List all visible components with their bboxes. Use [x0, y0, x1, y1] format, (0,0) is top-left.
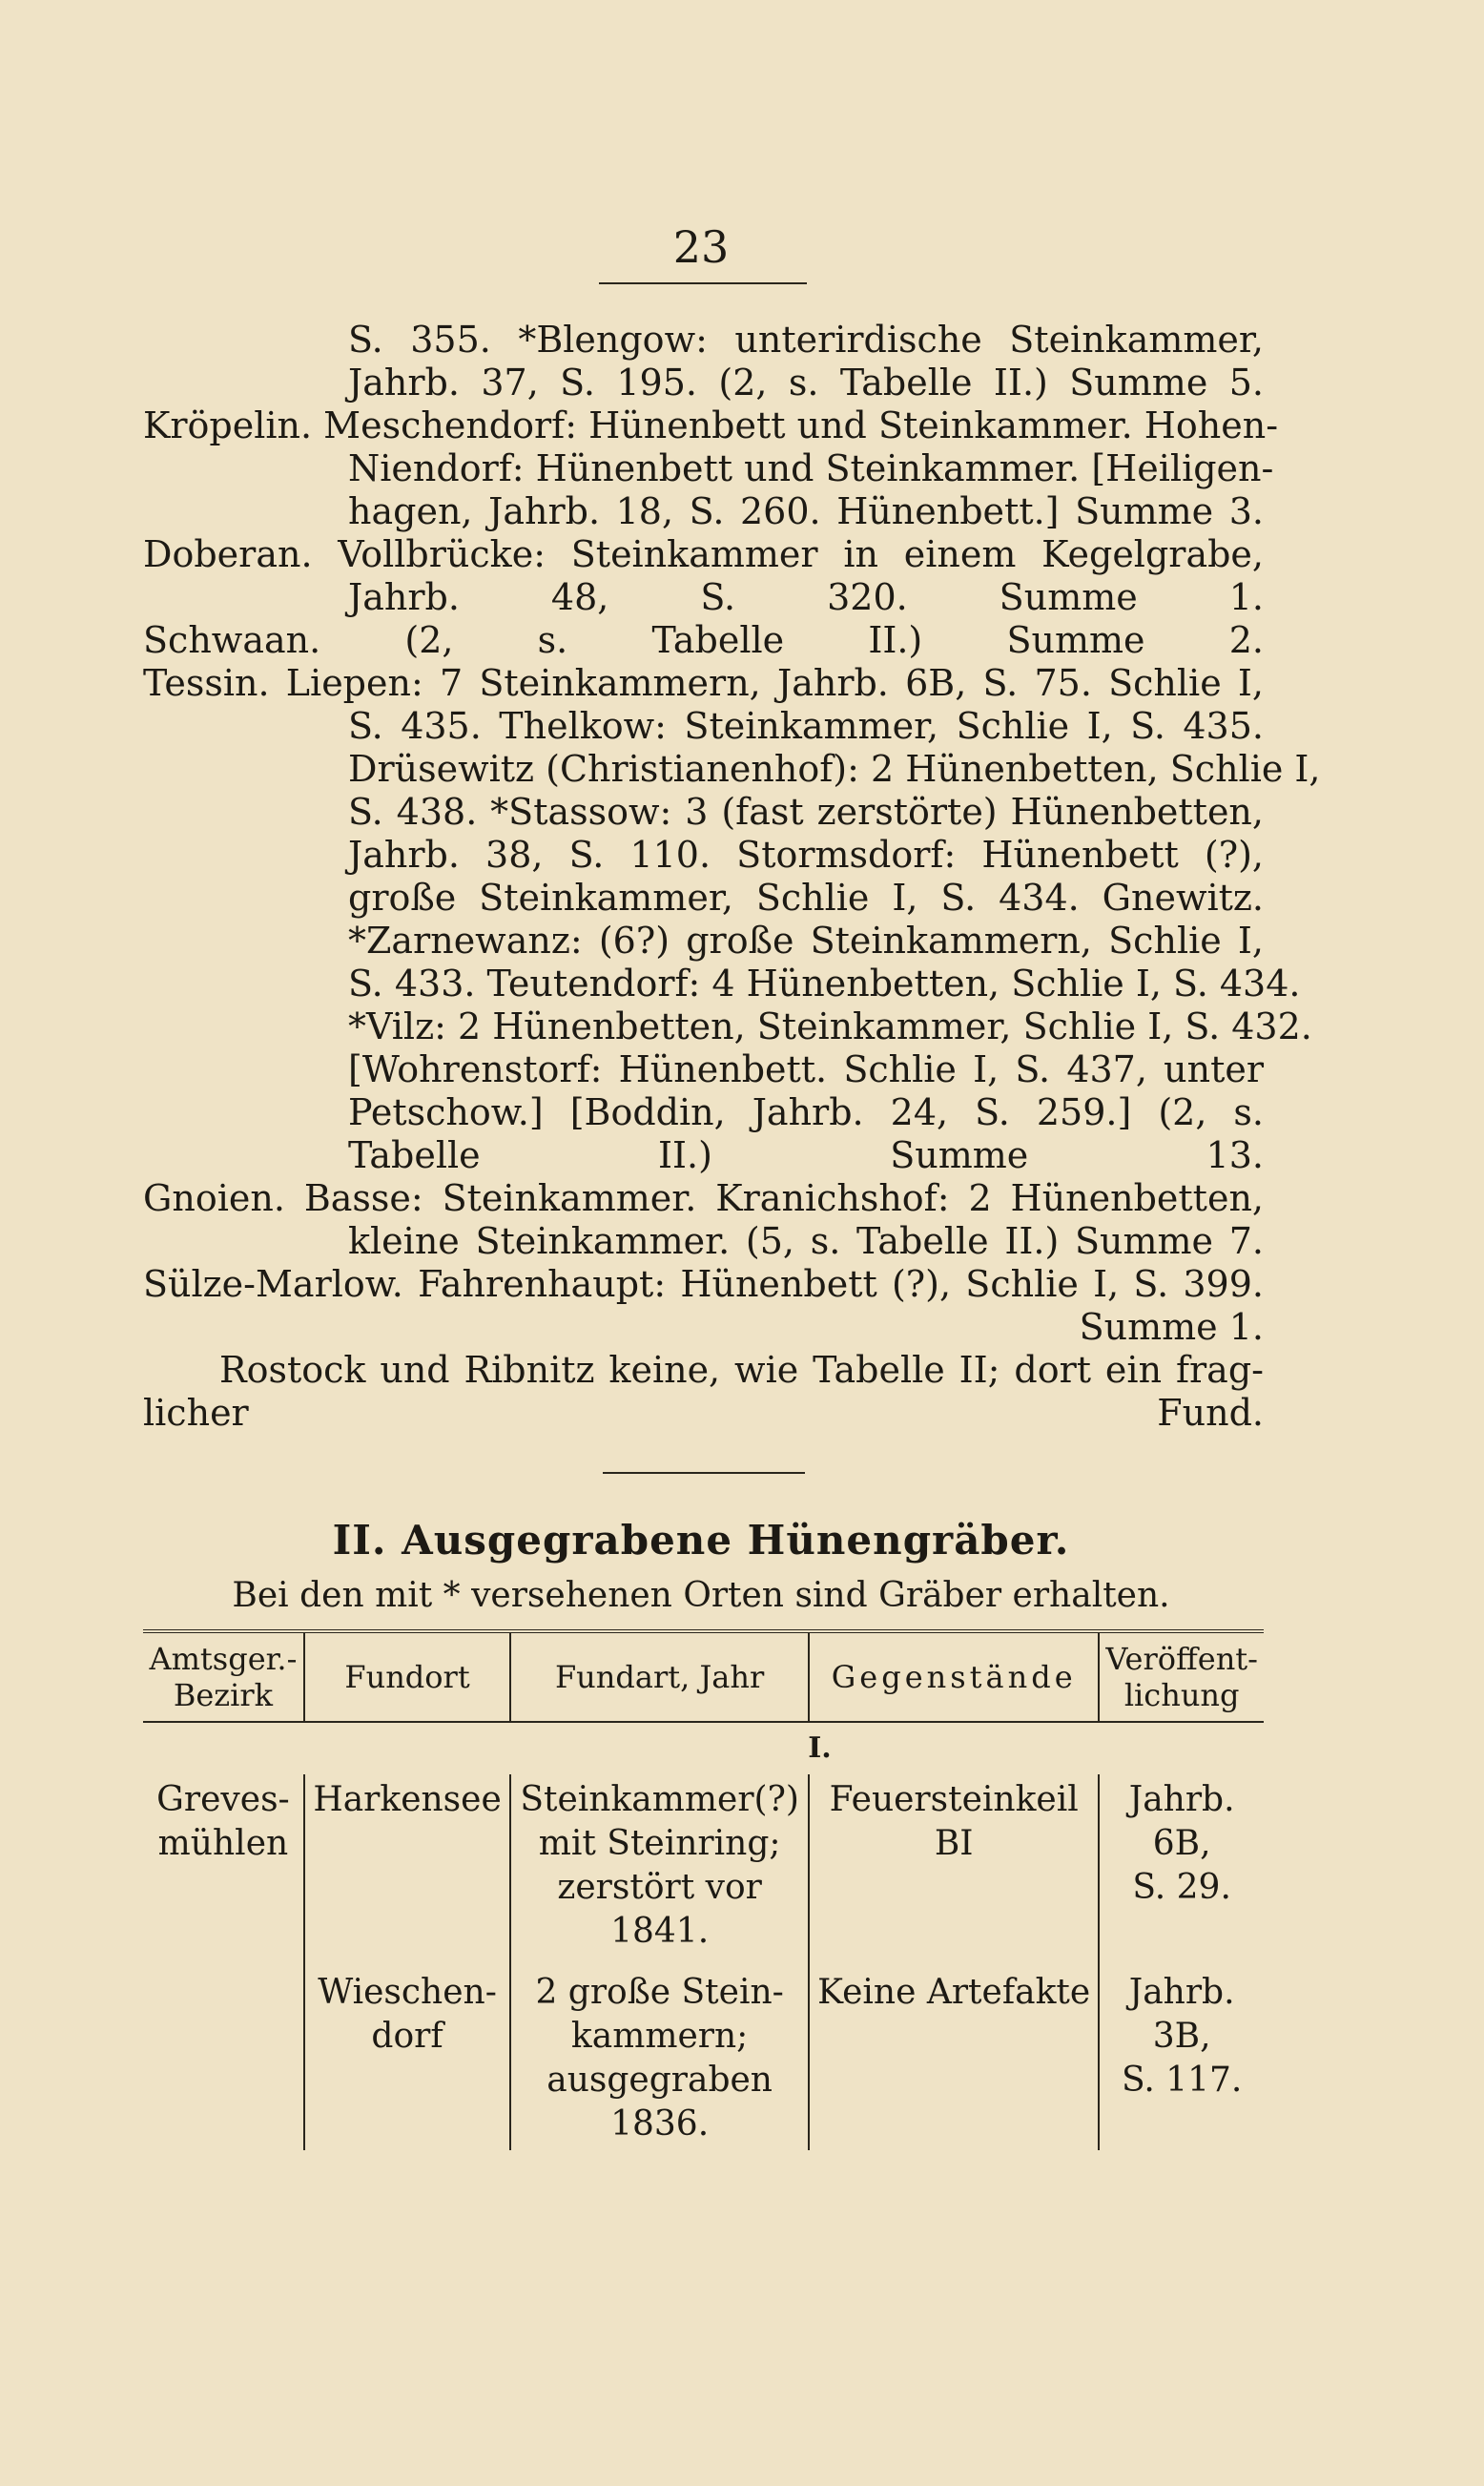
- text-line: Rostock und Ribnitz keine, wie Tabelle II; dort ein frag-: [219, 1349, 1264, 1391]
- text-line: Tessin. Liepen: 7 Steinkammern, Jahrb. 6B, S. 75. Schlie I,: [143, 662, 1264, 704]
- text-line: Schwaan. (2, s. Tabelle II.) Summe 2.: [143, 619, 1264, 661]
- text-line: kleine Steinkammer. (5, s. Tabelle II.) Summe 7.: [348, 1220, 1264, 1262]
- cell-line: 2 große Stein-: [535, 1973, 784, 2012]
- header-fundort: Fundort: [304, 1631, 510, 1722]
- text-line: Niendorf: Hünenbett und Steinkammer. [Heiligen-: [348, 447, 1274, 489]
- text-line: Jahrb. 38, S. 110. Stormsdorf: Hünenbett (?),: [348, 834, 1264, 876]
- text-line: Jahrb. 48, S. 320. Summe 1.: [348, 576, 1264, 618]
- group-label: I.: [808, 1731, 832, 1765]
- cell-line: Harkensee: [313, 1780, 502, 1819]
- table-cell-veroeffentlichung: [1099, 1774, 1264, 1958]
- text-line: Kröpelin. Meschendorf: Hünenbett und Steinkammer. Hohen-: [143, 404, 1279, 446]
- cell-line: 3B,: [1152, 2017, 1211, 2056]
- cell-line: S. 29.: [1132, 1868, 1231, 1907]
- header-fundart: Fundart, Jahr: [510, 1631, 809, 1722]
- table-cell-gegenstaende: [809, 1774, 1099, 1958]
- cell-line: Feuersteinkeil BI: [829, 1780, 1079, 1863]
- section-divider: [603, 1472, 805, 1474]
- text-line: Sülze-Marlow. Fahrenhaupt: Hünenbett (?), Schlie I, S. 399.: [143, 1263, 1264, 1305]
- text-line: Gnoien. Basse: Steinkammer. Kranichshof: 2 Hünenbetten,: [143, 1177, 1264, 1219]
- cell-line: S. 117.: [1121, 2061, 1243, 2100]
- text-line: große Steinkammer, Schlie I, S. 434. Gnewitz.: [348, 877, 1264, 919]
- text-line: S. 355. *Blengow: unterirdische Steinkammer,: [348, 319, 1264, 361]
- section-subtitle: Bei den mit * versehenen Orten sind Gräber erhalten.: [232, 1576, 1170, 1615]
- cell-line: Jahrb.: [1128, 1780, 1235, 1819]
- table-cell-fundort: [304, 1774, 510, 1958]
- text-line: *Vilz: 2 Hünenbetten, Steinkammer, Schlie I, S. 432.: [348, 1005, 1312, 1047]
- table-cell-fundart: [510, 1774, 809, 1958]
- text-line: Drüsewitz (Christianenhof): 2 Hünenbetten, Schlie I,: [348, 748, 1321, 790]
- finds-table: [143, 1629, 1264, 2150]
- table-cell-veroeffentlichung: [1099, 1958, 1264, 2150]
- table-cell-bezirk: [143, 1958, 304, 2150]
- group-row: [143, 1722, 1264, 1774]
- text-line: Doberan. Vollbrücke: Steinkammer in einem Kegelgrabe,: [143, 533, 1264, 575]
- text-line: S. 433. Teutendorf: 4 Hünenbetten, Schlie I, S. 434.: [348, 963, 1301, 1005]
- page-number: 23: [672, 221, 730, 273]
- cell-line: mit Steinring;: [538, 1824, 781, 1863]
- table-cell-gegenstaende: [809, 1958, 1099, 2150]
- section-title: II. Ausgegrabene Hünengräber.: [332, 1517, 1070, 1564]
- cell-line: dorf: [371, 2017, 443, 2056]
- text-line: S. 438. *Stassow: 3 (fast zerstörte) Hünenbetten,: [348, 791, 1264, 833]
- table-header-row: [143, 1631, 1264, 1722]
- text-line: hagen, Jahrb. 18, S. 260. Hünenbett.] Summe 3.: [348, 490, 1264, 532]
- text-line: *Zarnewanz: (6?) große Steinkammern, Schlie I,: [348, 920, 1264, 962]
- header-gegenstaende: Gegenstände: [809, 1631, 1099, 1722]
- text-line: Tabelle II.) Summe 13.: [348, 1134, 1264, 1176]
- cell-line: Steinkammer(?): [520, 1780, 799, 1819]
- header-bezirk: Amtsger.- Bezirk: [143, 1631, 304, 1722]
- table-row: [143, 1958, 1264, 2150]
- page-number-rule: [599, 282, 807, 284]
- header-veroeffentlichung: Veröffent- lichung: [1099, 1631, 1264, 1722]
- cell-line: Jahrb.: [1128, 1973, 1235, 2012]
- text-line: [Wohrenstorf: Hünenbett. Schlie I, S. 437, unter: [348, 1048, 1264, 1090]
- cell-line: mühlen: [157, 1824, 289, 1863]
- cell-line: Keine Artefakte: [817, 1973, 1091, 2012]
- text-line: licher Fund.: [143, 1392, 1264, 1434]
- cell-line: 1841.: [610, 1912, 710, 1951]
- cell-line: Greves-: [156, 1780, 290, 1819]
- cell-line: 1836.: [610, 2104, 710, 2144]
- text-line: Petschow.] [Boddin, Jahrb. 24, S. 259.] (2, s.: [348, 1091, 1264, 1133]
- table-cell-fundart: [510, 1958, 809, 2150]
- text-line: Jahrb. 37, S. 195. (2, s. Tabelle II.) Summe 5.: [348, 362, 1264, 404]
- cell-line: Wieschen-: [318, 1973, 497, 2012]
- text-line: Summe 1.: [1079, 1306, 1264, 1348]
- cell-line: 6B,: [1152, 1824, 1211, 1863]
- table-row: [143, 1774, 1264, 1958]
- cell-line: ausgegraben: [546, 2061, 773, 2100]
- text-line: S. 435. Thelkow: Steinkammer, Schlie I, S. 435.: [348, 705, 1264, 747]
- table-cell-bezirk: [143, 1774, 304, 1958]
- table-cell-fundort: [304, 1958, 510, 2150]
- cell-line: kammern;: [570, 2017, 749, 2056]
- cell-line: zerstört vor: [557, 1868, 762, 1907]
